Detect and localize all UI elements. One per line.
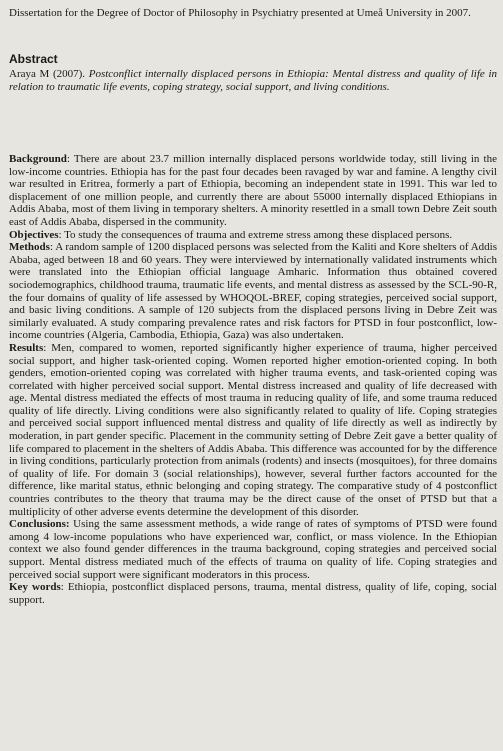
citation xyxy=(9,68,497,93)
methods-text: : A random sample of 1200 displaced persons was selected from the Kaliti and Kore shelters of Addis Ababa, aged between 18 and 60 years. They were interviewed by internationally validated instruments which were translated into the Ethiopian official language Amharic. Information thus obtained covered sociodemographics, childhood trauma, traumatic life events, and mental distress as assessed by the SCL-90-R, the four domains of quality of life assessed by WHOQOL-BREF, coping strategies, perceived social support, and basic living conditions. A sample of 120 subjects from the displaced persons living in Debre Zeit was similarly evaluated. A study comparing prevalence rates and risk factors for PTSD in four postconflict, low-income countries (Algeria, Cambodia, Ethiopia, Gaza) was also undertaken. xyxy=(9,241,497,342)
methods-section xyxy=(9,241,497,342)
background-text: : There are about 23.7 million internally displaced persons worldwide today, still living in the low-income countries. Ethiopia has for the past four decades been ravaged by war and famine. A lengthy civil war resulted in Eritrea, formerly a part of Ethiopia, becoming an independent state in 1991. This war led to displacement of one million people, and currently there are about 55000 internally displaced Ethiopians in Addis Ababa, most of them living in temporary shelters. A minority resettled in a small town Debre Zeit south east of Addis Ababa, dispersed in the community. xyxy=(9,153,497,228)
abstract-body xyxy=(9,153,497,606)
keywords-text: : Ethiopia, postconflict displaced persons, trauma, mental distress, quality of life, coping, social support. xyxy=(9,581,497,606)
dissertation-statement: Dissertation for the Degree of Doctor of Philosophy in Psychiatry presented at Umeå University in 2007. xyxy=(9,7,471,19)
results-section xyxy=(9,342,497,518)
objectives-text: : To study the consequences of trauma and extreme stress among these displaced persons. xyxy=(58,228,453,241)
background-section xyxy=(9,153,497,229)
keywords-label: Key words xyxy=(9,581,61,594)
objectives-section xyxy=(9,229,497,242)
keywords-section xyxy=(9,581,497,606)
methods-label: Methods xyxy=(9,241,50,254)
conclusions-section xyxy=(9,518,497,581)
abstract-heading: Abstract xyxy=(9,52,58,66)
citation-author-year: Araya M (2007). xyxy=(9,68,86,80)
background-label: Background xyxy=(9,153,67,165)
results-label: Results xyxy=(9,341,44,354)
results-text: : Men, compared to women, reported significantly higher experience of trauma, higher perceived social support, and higher task-oriented coping. Women reported higher emotion-oriented coping. In both genders, emotion-oriented coping was correlated with higher trauma events, and task-oriented coping was correlated with higher perceived social support. Mental distress increased and quality of life decreased with age. Mental distress mediated the effects of most trauma in reducing quality of life, and some trauma reduced quality of life directly. Living conditions were also significantly related to quality of life. Coping strategies and perceived social support influenced mental distress and quality of life directly as well as indirectly by moderation, in part gender specific. Placement in the community setting of Debre Zeit gave a better quality of life compared to placement in the shelters of Addis Ababa. This difference was accounted for by the difference in living conditions, particularly protection from animals (rodents) and insects (mosquitoes), for three domains of quality of life. For domain 3 (social relationships), however, several further factors accounted for the difference, like marital status, ethnic belonging and coping strategy. The comparative study of 4 postconflict countries contributes to the theory that trauma may be the direct cause of the onset of PTSD but that a multiplicity of other adverse events determine the development of this disorder. xyxy=(9,341,497,518)
objectives-label: Objectives xyxy=(9,228,59,241)
conclusions-text: Using the same assessment methods, a wide range of rates of symptoms of PTSD were found among 4 low-income populations who have experienced war, conflict, or mass violence. In the Ethiopian context we also found gender differences in the trauma background, coping strategies and perceived social support. Mental distress mediated much of the effects of trauma on quality of life. Coping strategies and perceived social support were significant moderators in this process. xyxy=(9,518,497,581)
citation-title: Postconflict internally displaced persons in Ethiopia: Mental distress and quality of life in relation to traumatic life events, coping strategy, social support, and living conditions. xyxy=(9,68,498,93)
conclusions-label: Conclusions: xyxy=(9,518,70,531)
